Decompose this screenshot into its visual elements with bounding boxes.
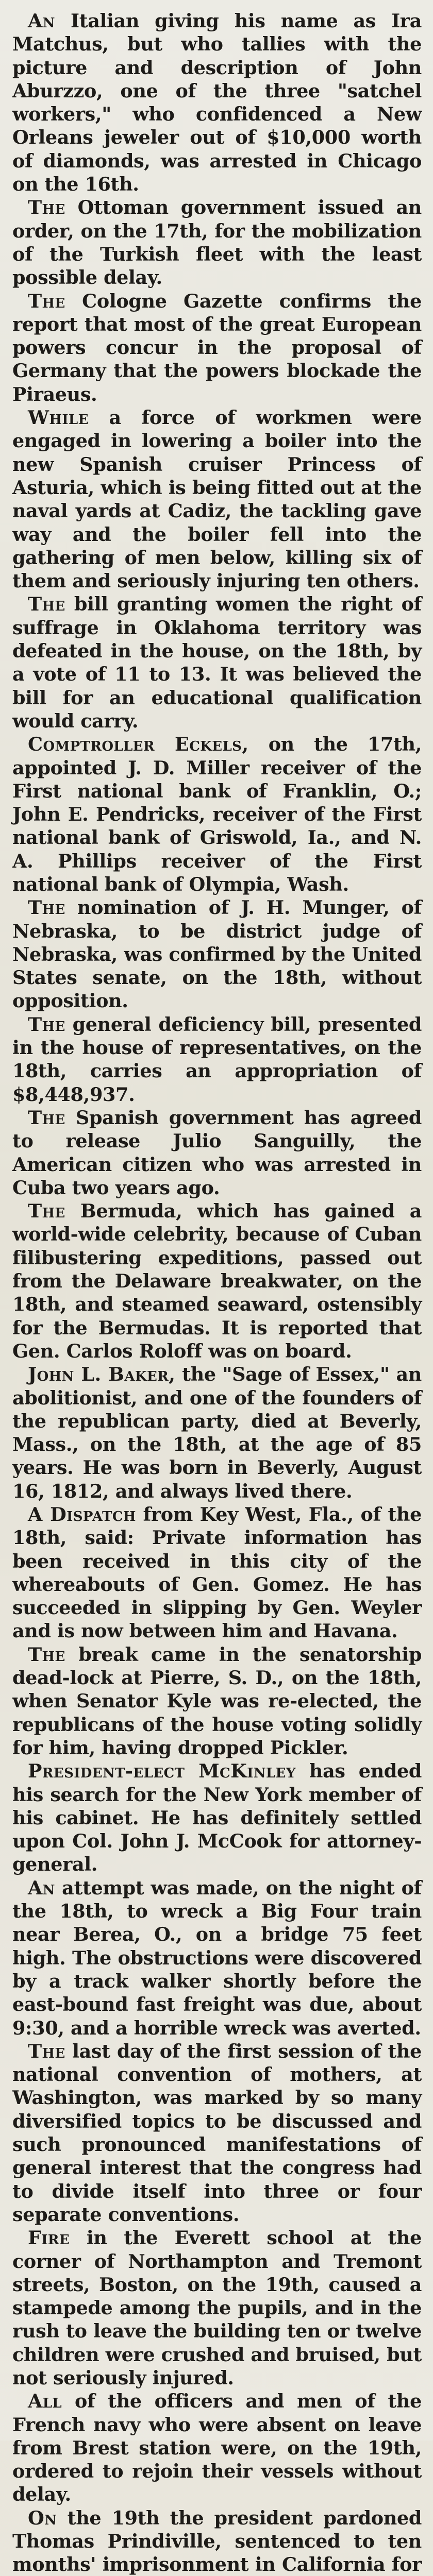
news-item bbox=[12, 896, 422, 1012]
item-lead: President-elect McKinley bbox=[28, 1760, 296, 1783]
item-text: attempt was made, on the night of the 18th, to wreck a Big Four train near Berea, O., on a bridge 75 feet high. The obstructions were discovered by a track walker shortly before the east-bound fast freight was due, about 9:30, and a horrible wreck was averted. bbox=[12, 1876, 422, 2039]
item-text: on the 17th, appointed J. D. Miller receiver of the First national bank of Franklin, O.; John E. Pendricks, receiver of the First national bank of Griswold, Ia., and N. A. Phillips receiver of the First national bank of Olympia, Wash. bbox=[12, 733, 422, 895]
item-text: Italian giving his name as Ira Matchus, but who tallies with the picture and description of John Aburzzo, one of the three "satchel workers," who confidenced a New Orleans jeweler out of $10,000 worth of diamonds, was arrested in Chicago on the 16th. bbox=[12, 10, 422, 196]
item-lead: A Dispatch bbox=[28, 1503, 136, 1526]
item-lead: On bbox=[28, 2506, 57, 2529]
item-lead: John L. Baker, bbox=[28, 1363, 176, 1386]
item-text: Ottoman government issued an order, on the 17th, for the mobilization of the Turkish fleet with the least possible delay. bbox=[12, 196, 422, 289]
item-text: has ended his search for the New York member of his cabinet. He has definitely settled upon Col. John J. McCook for attorney-general. bbox=[12, 1760, 422, 1876]
item-text: Cologne Gazette confirms the report that most of the great European powers concur in the proposal of Germany that the powers blockade the Piraeus. bbox=[12, 290, 422, 405]
item-lead: The bbox=[28, 1013, 65, 1036]
news-item bbox=[12, 1199, 422, 1363]
item-text: in the Everett school at the corner of Northampton and Tremont streets, Boston, on the 19th, caused a stampede among the pupils, and in the rush to leave the building ten or twelve children were crushed and bruised, but not seriously injured. bbox=[12, 2227, 422, 2389]
item-lead: The bbox=[28, 1643, 65, 1666]
item-lead: Fire bbox=[28, 2227, 70, 2249]
news-column bbox=[12, 9, 422, 2576]
item-text: break came in the senatorship dead-lock at Pierre, S. D., on the 18th, when Senator Kyle was re-elected, the republicans of the house voting solidly for him, having dropped Pickler. bbox=[12, 1643, 422, 1759]
news-item bbox=[12, 9, 422, 196]
news-item bbox=[12, 290, 422, 406]
news-item bbox=[12, 2506, 422, 2576]
item-text: from Key West, Fla., of the 18th, said: Private information has been received in this city of the whereabouts of Gen. Gomez. He has succeeded in slipping by Gen. Weyler and is now between him and Havana. bbox=[12, 1503, 422, 1642]
news-item bbox=[12, 1759, 422, 1876]
item-lead: The bbox=[28, 2040, 65, 2062]
item-lead: The bbox=[28, 290, 65, 312]
item-lead: The bbox=[28, 196, 65, 219]
news-item bbox=[12, 2389, 422, 2506]
item-text: of the officers and men of the French navy who were absent on leave from Brest station were, on the 19th, ordered to rejoin their vessels without delay. bbox=[12, 2390, 422, 2506]
news-item bbox=[12, 2040, 422, 2226]
item-text: Spanish government has agreed to release Julio Sanguilly, the American citizen who was arrested in Cuba two years ago. bbox=[12, 1106, 422, 1199]
item-lead: The bbox=[28, 1200, 65, 1223]
news-item bbox=[12, 1503, 422, 1643]
news-item bbox=[12, 733, 422, 896]
item-lead: The bbox=[28, 896, 65, 919]
item-text: a force of workmen were engaged in lowering a boiler into the new Spanish cruiser Princess of Asturia, which is being fitted out at the naval yards at Cadiz, the tackling gave way and the boiler fell into the gathering of men below, killing six of them and seriously injuring ten others. bbox=[12, 406, 422, 592]
item-text: last day of the first session of the national convention of mothers, at Washington, was marked by so many diversified topics to be discussed and such pronounced manifestations of general interest that the congress had to divide itself into three or four separate conventions. bbox=[12, 2040, 422, 2226]
news-item bbox=[12, 1363, 422, 1503]
item-lead: An bbox=[28, 10, 55, 32]
news-item bbox=[12, 406, 422, 592]
item-lead: An bbox=[28, 1876, 55, 1899]
news-item bbox=[12, 196, 422, 289]
item-lead: All bbox=[28, 2390, 62, 2413]
item-lead: The bbox=[28, 593, 65, 616]
news-item bbox=[12, 592, 422, 733]
item-text: the 19th the president pardoned Thomas Prindiville, sentenced to ten months' imprisonment in California for bbox=[12, 2506, 422, 2576]
news-item bbox=[12, 1876, 422, 2040]
item-text: Bermuda, which has gained a world-wide celebrity, because of Cuban filibustering expeditions, passed out from the Delaware breakwater, on the 18th, and steamed seaward, ostensibly for the Bermudas. It is reported that Gen. Carlos Roloff was on board. bbox=[12, 1200, 422, 1362]
item-lead: While bbox=[28, 406, 89, 429]
item-lead: Comptroller Eckels, bbox=[28, 733, 249, 756]
news-item bbox=[12, 1013, 422, 1106]
item-text: bill granting women the right of suffrage in Oklahoma territory was defeated in the house, on the 18th, by a vote of 11 to 13. It was believed the bill for an educational qualification would carry. bbox=[12, 593, 422, 732]
item-lead: The bbox=[28, 1106, 65, 1129]
news-item bbox=[12, 1643, 422, 1759]
item-text: general deficiency bill, presented in the house of representatives, on the 18th, carries an appropriation of $8,448,937. bbox=[12, 1013, 422, 1106]
news-item bbox=[12, 2226, 422, 2389]
item-text: the "Sage of Essex," an abolitionist, and one of the founders of the republican party, died at Beverly, Mass., on the 18th, at the age of 85 years. He was born in Beverly, August 16, 1812, and always lived there. bbox=[12, 1363, 422, 1502]
news-item bbox=[12, 1106, 422, 1199]
item-text: nomination of J. H. Munger, of Nebraska, to be district judge of Nebraska, was confirmed by the United States senate, on the 18th, without opposition. bbox=[12, 896, 422, 1012]
